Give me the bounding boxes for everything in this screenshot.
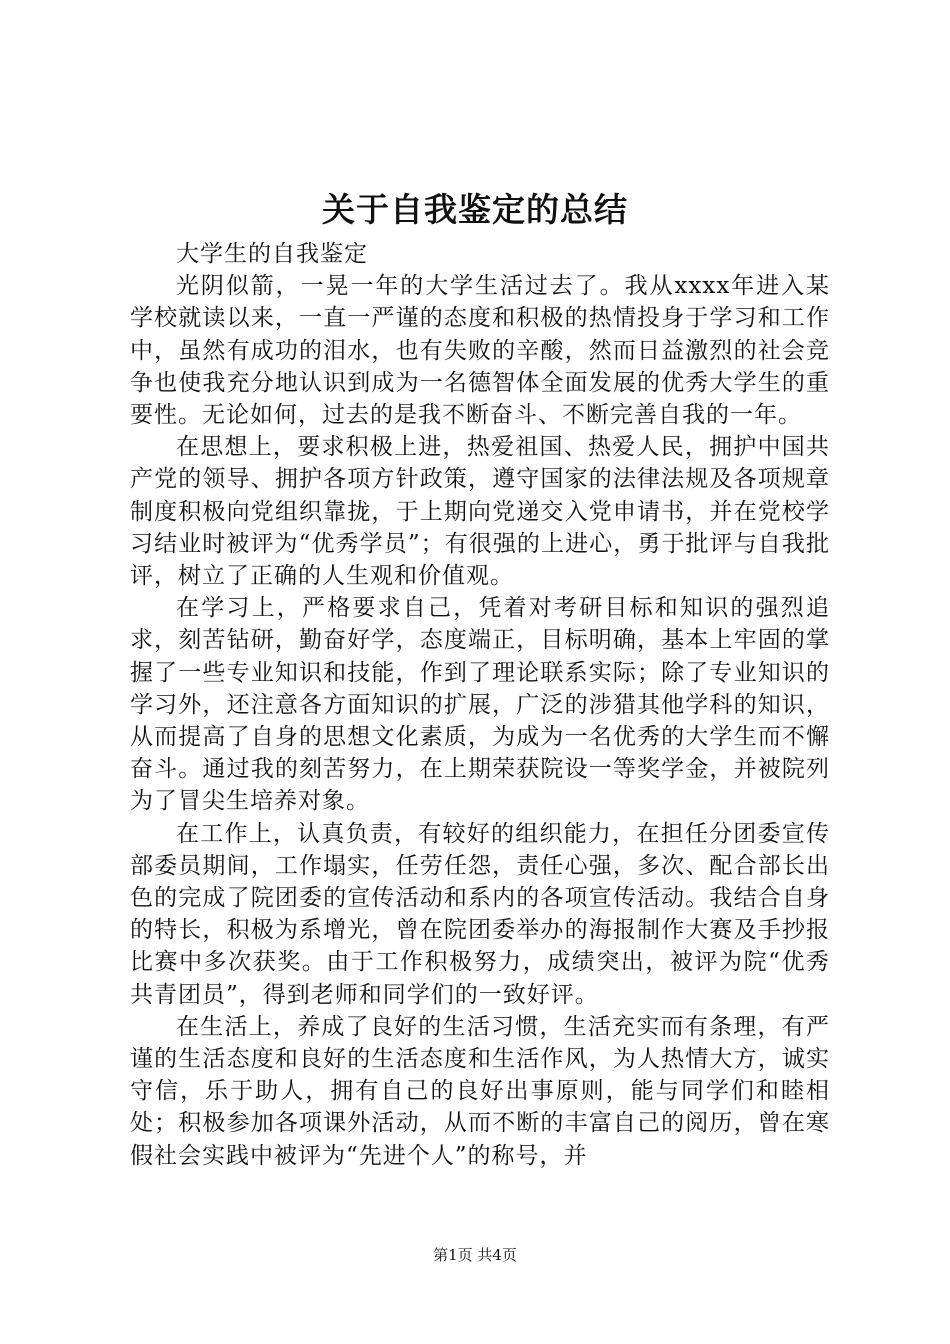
paragraph-study: 在学习上，严格要求自己，凭着对考研目标和知识的强烈追求，刻苦钻研，勤奋好学，态度端正，目标明确，基本上牢固的掌握了一些专业知识和技能，作到了理论联系实际；除了专业知识的学习外，还注意各方面知识的扩展，广泛的涉猎其他学科的知识，从而提高了自身的思想文化素质，为成为一名优秀的大学生而不懈奋斗。通过我的刻苦努力，在上期荣获院设一等奖学金，并被院列为了冒尖生培养对象。 [130, 595, 830, 815]
paragraph-intro: 光阴似箭，一晃一年的大学生活过去了。我从xxxx年进入某学校就读以来，一直一严谨的态度和积极的热情投身于学习和工作中，虽然有成功的泪水，也有失败的辛酸，然而日益激烈的社会竞争也使我充分地认识到成为一名德智体全面发展的优秀大学生的重要性。无论如何，过去的是我不断奋斗、不断完善自我的一年。 [130, 273, 830, 429]
paragraph-subtitle: 大学生的自我鉴定 [176, 241, 368, 267]
paragraph-work: 在工作上，认真负责，有较好的组织能力，在担任分团委宣传部委员期间，工作塌实，任劳任怨，责任心强，多次、配合部长出色的完成了院团委的宣传活动和系内的各项宣传活动。我结合自身的特长，积极为系增光，曾在院团委举办的海报制作大赛及手抄报比赛中多次获奖。由于工作积极努力，成绩突出，被评为院“优秀共青团员”，得到老师和同学们的一致好评。 [130, 820, 830, 1008]
document-title: 关于自我鉴定的总结 [322, 190, 628, 229]
paragraph-life: 在生活上，养成了良好的生活习惯，生活充实而有条理，有严谨的生活态度和良好的生活态度和生活作风，为人热情大方，诚实守信，乐于助人，拥有自己的良好出事原则，能与同学们和睦相处；积极参加各项课外活动，从而不断的丰富自己的阅历，曾在寒假社会实践中被评为“先进个人”的称号，并 [130, 1013, 830, 1169]
paragraph-thought: 在思想上，要求积极上进，热爱祖国、热爱人民，拥护中国共产党的领导、拥护各项方针政策，遵守国家的法律法规及各项规章制度积极向党组织靠拢，于上期向党递交入党申请书，并在党校学习结业时被评为“优秀学员”；有很强的上进心，勇于批评与自我批评，树立了正确的人生观和价值观。 [130, 434, 830, 590]
document-body [130, 238, 830, 1172]
page-footer: 第1页 共4页 [433, 1246, 517, 1264]
